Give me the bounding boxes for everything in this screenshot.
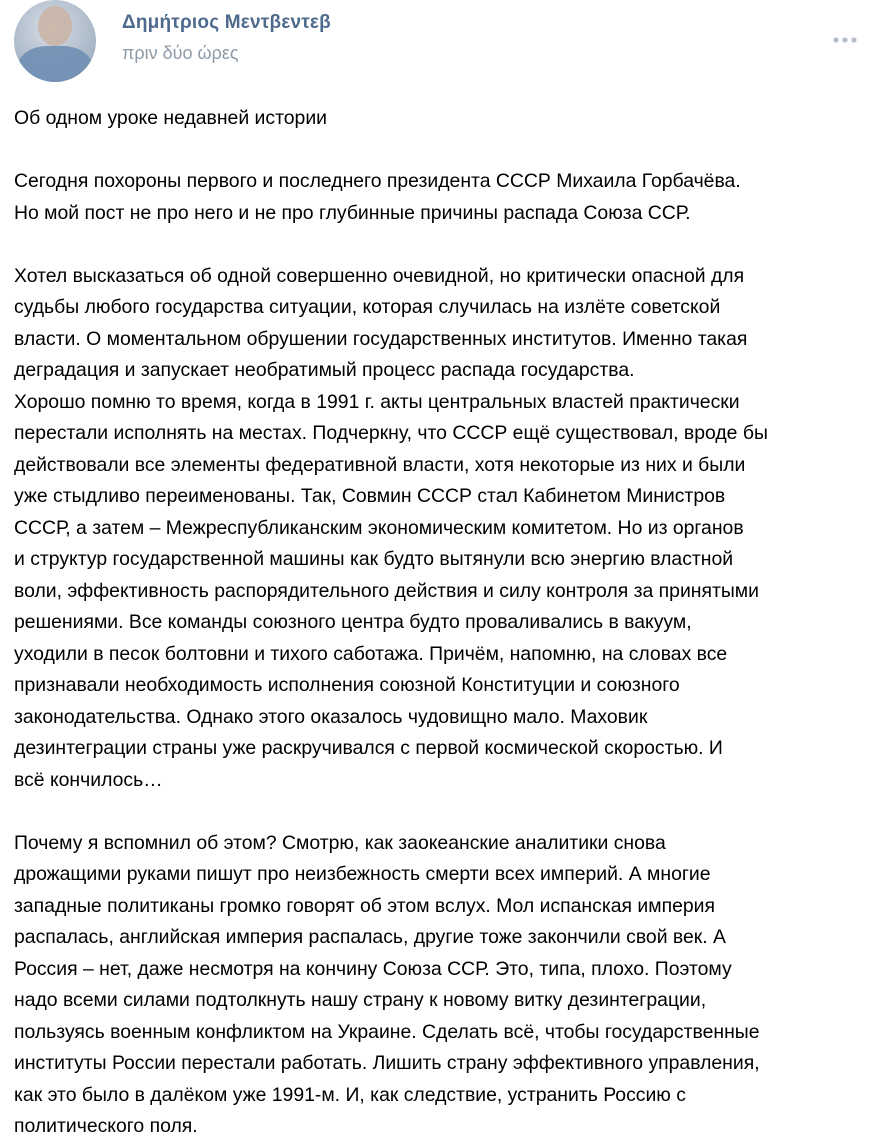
paragraph-gap	[14, 135, 872, 167]
post-text-line: признавали необходимость исполнения союзной Конституции и союзного	[14, 674, 680, 696]
post-text-line: пользуясь военным конфликтом на Украине. Сделать всё, чтобы государственные	[14, 1020, 760, 1043]
post-text-line: Почему я вспомнил об этом? Смотрю, как заокеанские аналитики снова	[14, 831, 666, 854]
avatar-head-shape	[38, 6, 72, 46]
post-header	[0, 0, 880, 90]
post-text-line: уже стыдливо переименованы. Так, Совмин СССР стал Кабинетом Министров	[14, 485, 726, 507]
post-text-line: действовали все элементы федеративной власти, хотя некоторые из них и были	[14, 453, 746, 476]
post-title: Об одном уроке недавней истории	[14, 107, 327, 129]
post-text-line: надо всеми силами подтолкнуть нашу страну к новому витку дезинтеграции,	[14, 989, 707, 1011]
post-text-line: Россия – нет, даже несмотря на кончину Союза ССР. Это, типа, плохо. Поэтому	[14, 957, 732, 980]
post-text-line: СССР, а затем – Межреспубликанским экономическим комитетом. Но из органов	[14, 516, 744, 539]
post-text-line: всё кончилось…	[14, 768, 163, 791]
post-text-line: как это было в далёком уже 1991-м. И, как следствие, устранить Россию с	[14, 1083, 686, 1106]
post-text-line: власти. О моментальном обрушении государственных институтов. Именно такая	[14, 327, 748, 350]
post-text-line: политического поля.	[14, 1115, 198, 1137]
post-text-line: судьбы любого государства ситуации, которая случилась на излёте советской	[14, 296, 721, 318]
author-avatar[interactable]	[14, 0, 96, 82]
post-text	[14, 103, 872, 1143]
post-text-line: институты России перестали работать. Лишить страну эффективного управления,	[14, 1052, 760, 1074]
post-text-line: и структур государственной машины как будто вытянули всю энергию властной	[14, 548, 734, 570]
post-text-line: Но мой пост не про него и не про глубинные причины распада Союза ССР.	[14, 201, 691, 224]
post-text-line: дезинтеграции страны уже раскручивался с первой космической скоростью. И	[14, 737, 723, 759]
post-text-line: уходили в песок болтовни и тихого саботажа. Причём, напомню, на словах все	[14, 642, 728, 665]
post-text-line: законодательства. Однако этого оказалось чудовищно мало. Маховик	[14, 705, 648, 728]
post-text-line: перестали исполнять на местах. Подчеркну, что СССР ещё существовал, вроде бы	[14, 422, 768, 444]
post-text-line: распалась, английская империя распалась, другие тоже закончили свой век. А	[14, 926, 726, 948]
post-text-line: Сегодня похороны первого и последнего президента СССР Михаила Горбачёва.	[14, 170, 741, 192]
post-text-line: воли, эффективность распорядительного действия и силу контроля за принятыми	[14, 579, 759, 602]
author-name-link[interactable]: Δημήτριος Μεντβεντεβ	[122, 12, 331, 33]
post-text-line: Хорошо помню то время, когда в 1991 г. акты центральных властей практически	[14, 390, 740, 413]
more-horizontal-icon[interactable]	[830, 30, 860, 50]
post-text-line: западные политиканы громко говорят об этом вслух. Мол испанская империя	[14, 894, 715, 917]
paragraph-gap	[14, 796, 872, 828]
post-text-line: деградация и запускает необратимый процесс распада государства.	[14, 359, 635, 381]
post-text-line: решениями. Все команды союзного центра будто проваливались в вакуум,	[14, 611, 692, 633]
post-time-link[interactable]: πριν δύο ώρες	[122, 43, 239, 63]
post-text-line: дрожащими руками пишут про неизбежность смерти всех империй. А многие	[14, 863, 711, 885]
avatar-shoulders-shape	[18, 46, 92, 82]
post-text-line: Хотел высказаться об одной совершенно очевидной, но критически опасной для	[14, 264, 745, 287]
paragraph-gap	[14, 229, 872, 261]
